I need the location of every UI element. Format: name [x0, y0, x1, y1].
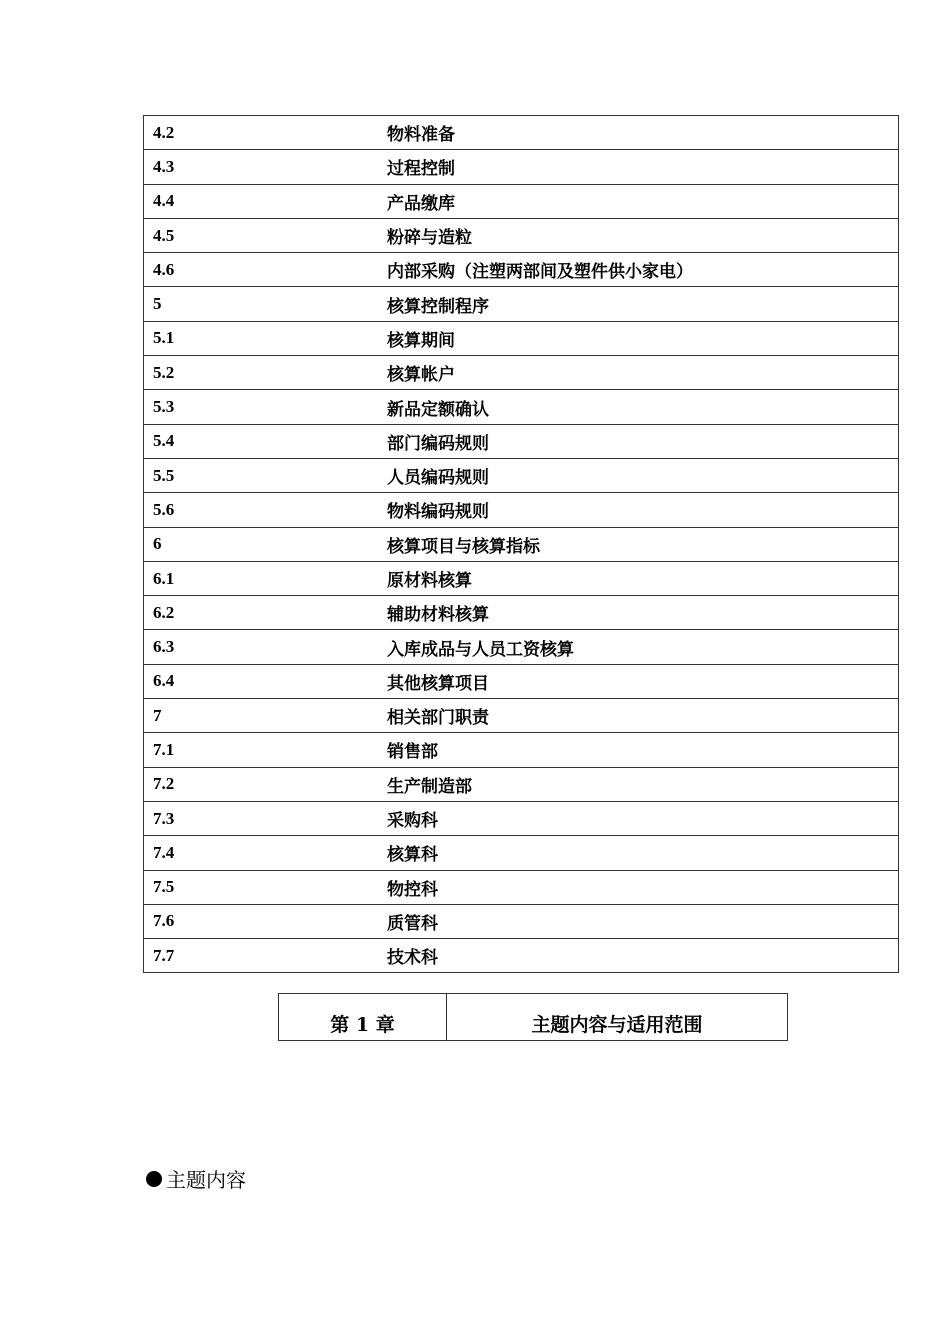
toc-number: 5.6 — [144, 493, 388, 527]
toc-row — [144, 767, 899, 801]
toc-title: 新品定额确认 — [387, 390, 899, 424]
toc-number: 7.2 — [144, 767, 388, 801]
toc-number: 6.2 — [144, 596, 388, 630]
toc-number: 6 — [144, 527, 388, 561]
toc-row — [144, 801, 899, 835]
toc-title: 核算期间 — [387, 321, 899, 355]
toc-title: 核算控制程序 — [387, 287, 899, 321]
toc-row — [144, 253, 899, 287]
toc-number: 5.1 — [144, 321, 388, 355]
section-heading-text: 主题内容 — [166, 1168, 246, 1192]
toc-row — [144, 870, 899, 904]
toc-number: 7.4 — [144, 836, 388, 870]
toc-number: 7.5 — [144, 870, 388, 904]
toc-title: 人员编码规则 — [387, 458, 899, 492]
toc-number: 5 — [144, 287, 388, 321]
toc-row — [144, 424, 899, 458]
toc-title: 内部采购（注塑两部间及塑件供小家电） — [387, 253, 899, 287]
toc-title: 物控科 — [387, 870, 899, 904]
chapter-heading-box — [278, 993, 788, 1041]
toc-row — [144, 664, 899, 698]
toc-number: 4.3 — [144, 150, 388, 184]
toc-row — [144, 904, 899, 938]
toc-number: 4.2 — [144, 116, 388, 150]
toc-number: 5.4 — [144, 424, 388, 458]
toc-number: 5.3 — [144, 390, 388, 424]
toc-row — [144, 733, 899, 767]
toc-number: 6.1 — [144, 561, 388, 595]
toc-number: 5.2 — [144, 356, 388, 390]
toc-title: 核算科 — [387, 836, 899, 870]
toc-title: 产品缴库 — [387, 184, 899, 218]
toc-number: 4.4 — [144, 184, 388, 218]
toc-title: 其他核算项目 — [387, 664, 899, 698]
toc-row — [144, 836, 899, 870]
toc-row — [144, 493, 899, 527]
toc-title: 原材料核算 — [387, 561, 899, 595]
toc-title: 辅助材料核算 — [387, 596, 899, 630]
toc-table — [143, 115, 899, 973]
toc-title: 过程控制 — [387, 150, 899, 184]
toc-row — [144, 218, 899, 252]
toc-number: 4.5 — [144, 218, 388, 252]
toc-row — [144, 356, 899, 390]
toc-title: 生产制造部 — [387, 767, 899, 801]
toc-title: 入库成品与人员工资核算 — [387, 630, 899, 664]
toc-row — [144, 116, 899, 150]
toc-row — [144, 184, 899, 218]
toc-number: 7.3 — [144, 801, 388, 835]
section-heading — [146, 1164, 246, 1193]
toc-row — [144, 321, 899, 355]
toc-row — [144, 458, 899, 492]
toc-number: 7.6 — [144, 904, 388, 938]
toc-row — [144, 527, 899, 561]
toc-number: 7.1 — [144, 733, 388, 767]
toc-number: 6.3 — [144, 630, 388, 664]
toc-title: 核算帐户 — [387, 356, 899, 390]
chapter-number: 第 1 章 — [279, 994, 447, 1040]
toc-title: 质管科 — [387, 904, 899, 938]
toc-number: 4.6 — [144, 253, 388, 287]
toc-title: 采购科 — [387, 801, 899, 835]
toc-row — [144, 939, 899, 973]
chapter-title: 主题内容与适用范围 — [531, 1013, 703, 1036]
toc-row — [144, 561, 899, 595]
toc-title: 技术科 — [387, 939, 899, 973]
toc-row — [144, 150, 899, 184]
toc-title: 粉碎与造粒 — [387, 218, 899, 252]
toc-row — [144, 596, 899, 630]
toc-number: 7 — [144, 699, 388, 733]
toc-title: 物料准备 — [387, 116, 899, 150]
toc-row — [144, 699, 899, 733]
toc-title: 相关部门职责 — [387, 699, 899, 733]
toc-body — [144, 116, 899, 973]
bullet-icon — [146, 1171, 162, 1187]
toc-title: 销售部 — [387, 733, 899, 767]
toc-title: 核算项目与核算指标 — [387, 527, 899, 561]
toc-number: 5.5 — [144, 458, 388, 492]
toc-title: 部门编码规则 — [387, 424, 899, 458]
toc-row — [144, 390, 899, 424]
toc-number: 6.4 — [144, 664, 388, 698]
toc-number: 7.7 — [144, 939, 388, 973]
toc-row — [144, 287, 899, 321]
toc-row — [144, 630, 899, 664]
toc-title: 物料编码规则 — [387, 493, 899, 527]
